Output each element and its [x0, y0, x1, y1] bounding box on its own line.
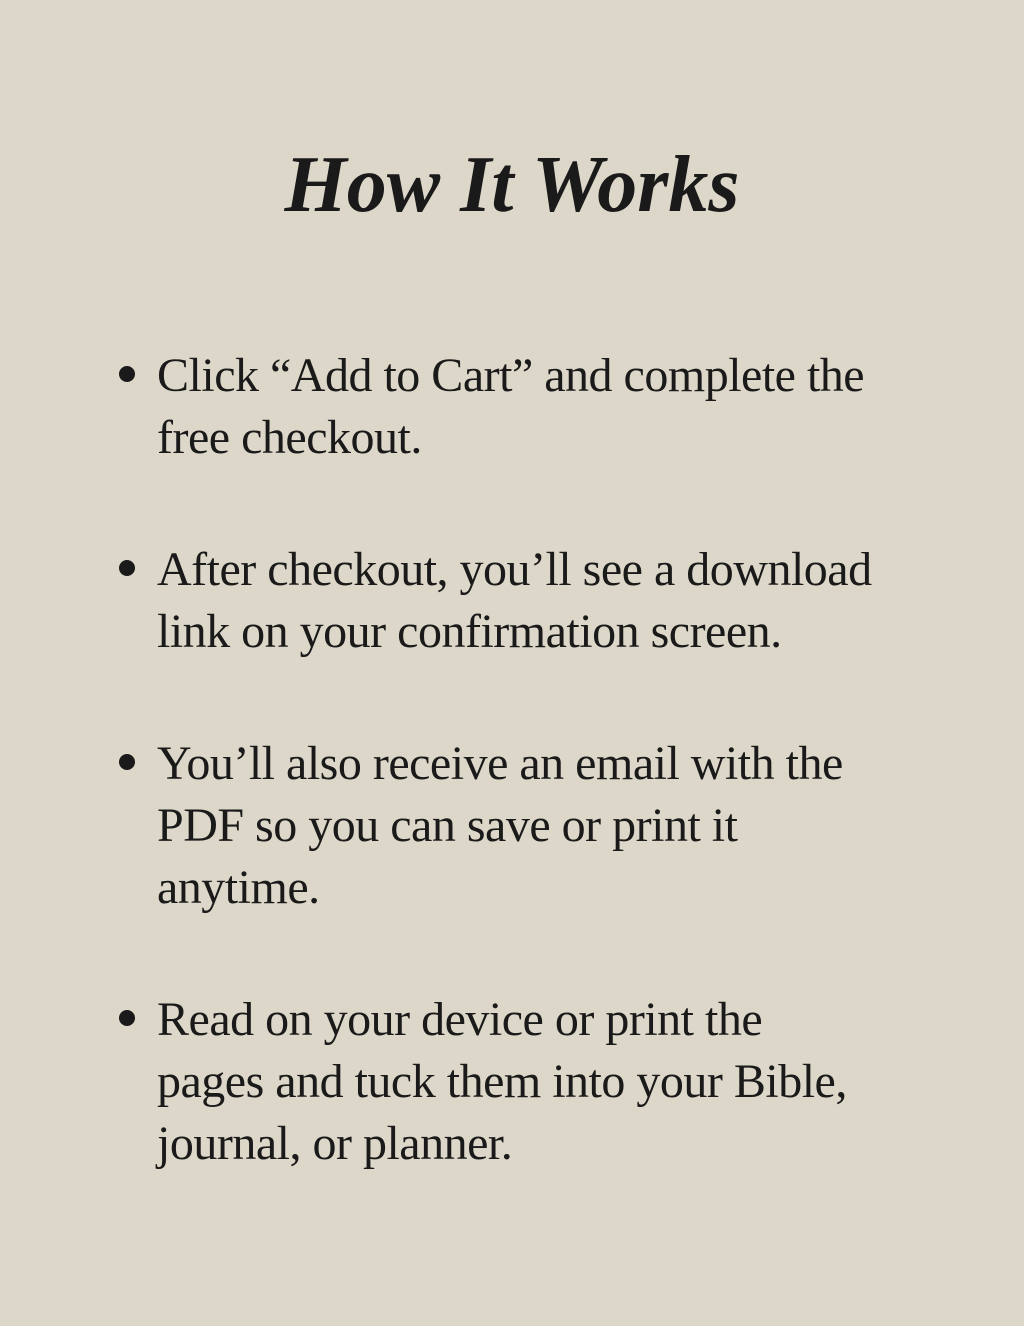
bullet-text: You’ll also receive an email with the PDF so you can save or print it anytime.: [157, 737, 843, 914]
list-item: [0, 733, 1024, 919]
bullet-dot-icon: [119, 366, 135, 382]
bullet-dot-icon: [119, 1010, 135, 1026]
page-title: How It Works: [284, 141, 740, 229]
bullet-text: After checkout, you’ll see a download link on your confirmation screen.: [157, 543, 872, 658]
list-item: [0, 345, 1024, 469]
how-it-works-list: [0, 345, 1024, 1175]
bullet-dot-icon: [119, 754, 135, 770]
list-item: [0, 989, 1024, 1175]
bullet-text: Click “Add to Cart” and complete the free checkout.: [157, 349, 865, 464]
bullet-text: Read on your device or print the pages and tuck them into your Bible, journal, or planner.: [157, 993, 847, 1170]
list-item: [0, 539, 1024, 663]
bullet-dot-icon: [119, 560, 135, 576]
